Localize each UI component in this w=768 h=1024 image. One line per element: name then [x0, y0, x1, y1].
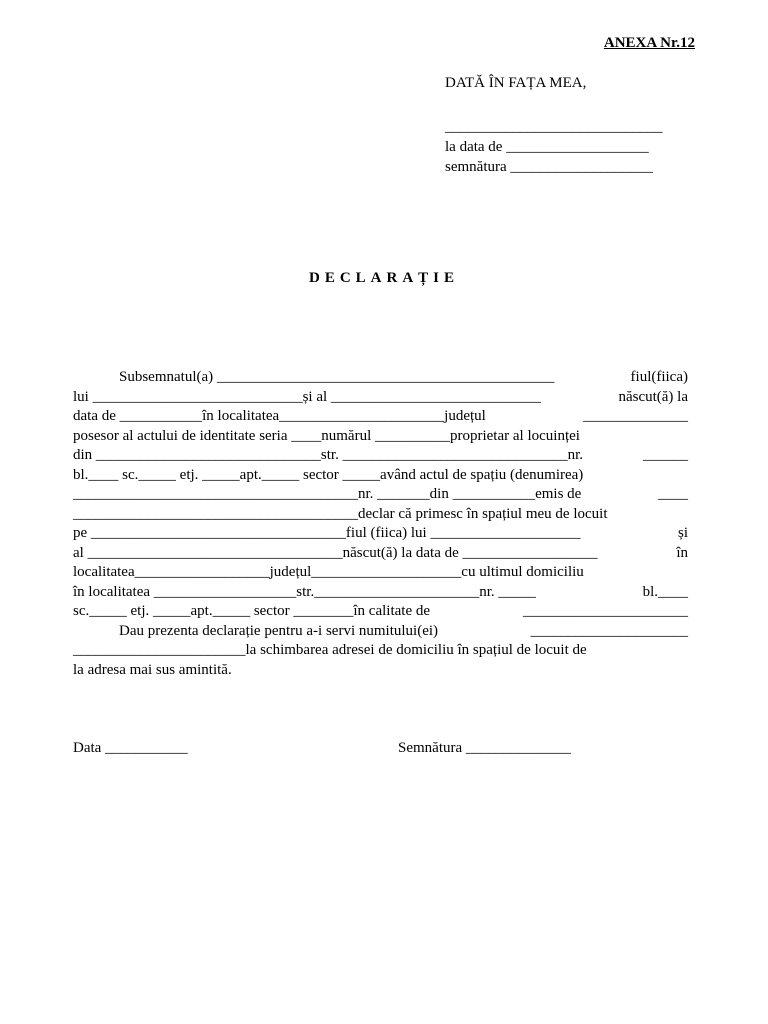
body-line-end: și — [677, 525, 688, 541]
body-line-text: lui ____________________________și al ____________________________ — [73, 388, 541, 405]
body-line-end: în — [676, 544, 688, 561]
body-line — [73, 485, 688, 505]
body-line-text: Dau prezenta declarație pentru a-i servi numitului(ei) — [119, 622, 439, 639]
body-line — [73, 622, 688, 642]
body-line — [73, 563, 688, 583]
body-line-text: sc._____ etj. _____apt._____ sector ________în calitate de — [73, 603, 431, 619]
body-line-text: data de ___________în localitatea______________________județul — [73, 408, 486, 424]
body-line-text: ______________________________________declar că primesc în spațiul meu de locuit — [73, 505, 608, 522]
body-line — [73, 368, 688, 388]
body-line — [73, 388, 688, 408]
authentication-block — [445, 117, 663, 177]
body-line — [73, 427, 688, 447]
body-line-end: născut(ă) la — [618, 388, 688, 405]
body-line — [73, 641, 688, 661]
body-line — [73, 505, 688, 525]
official-name-line: _____________________________ — [445, 119, 663, 135]
body-line-text: localitatea__________________județul____________________cu ultimul domiciliu — [73, 564, 584, 580]
body-line-text: _______________________la schimbarea adresei de domiciliu în spațiul de locuit de — [73, 642, 587, 658]
body-line-end: ______________ — [583, 408, 688, 424]
annex-number: ANEXA Nr.12 — [603, 35, 695, 51]
body-line — [73, 583, 688, 603]
body-line-text: bl.____ sc._____ etj. _____apt._____ sector _____având actul de spațiu (denumirea) — [73, 466, 584, 483]
body-line-end: ______________________ — [523, 603, 688, 619]
body-line — [73, 466, 688, 486]
body-line-text: posesor al actului de identitate seria ____numărul __________proprietar al locuinței — [73, 427, 580, 444]
declaration-body — [73, 368, 688, 680]
body-line — [73, 661, 688, 681]
body-line-text: ______________________________________nr. _______din ___________emis de — [73, 486, 582, 502]
body-line-end: bl.____ — [642, 583, 688, 600]
body-line-text: Subsemnatul(a) _____________________________________________ — [119, 369, 555, 385]
signature-field-label: Semnătura ______________ — [398, 740, 571, 756]
authentication-date-line: la data de ___________________ — [445, 139, 649, 155]
given-before-me-heading: DATĂ ÎN FAȚA MEA, — [445, 75, 587, 91]
body-line — [73, 544, 688, 564]
official-signature-line: semnătura ___________________ — [445, 159, 653, 175]
body-line-text: al __________________________________născut(ă) la data de __________________ — [73, 544, 598, 561]
body-line-text: la adresa mai sus amintită. — [73, 661, 232, 678]
body-line — [73, 407, 688, 427]
body-line-text: în localitatea ___________________str.______________________nr. _____ — [73, 583, 536, 600]
body-line-end: ______ — [643, 447, 688, 463]
document-title: DECLARAȚIE — [308, 270, 460, 286]
body-line-text: din ______________________________str. ______________________________nr. — [73, 447, 584, 463]
body-line-end: _____________________ — [530, 622, 688, 639]
body-line-end: fiul(fiica) — [630, 369, 688, 385]
body-line-end: ____ — [658, 486, 688, 502]
body-line-text: pe __________________________________fiul (fiica) lui ____________________ — [73, 525, 581, 541]
body-line — [73, 524, 688, 544]
body-line — [73, 602, 688, 622]
date-field-label: Data ___________ — [73, 740, 188, 756]
body-line — [73, 446, 688, 466]
